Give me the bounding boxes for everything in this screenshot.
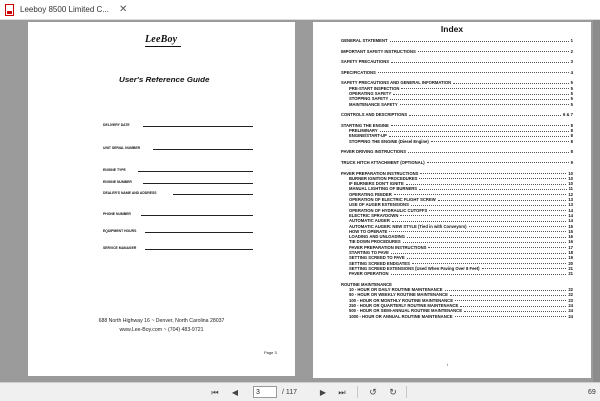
toolbar-divider [406, 386, 407, 398]
toc-entry-title: SAFETY PRECAUTIONS [341, 59, 390, 65]
toc-entry-title: PAVER OPERATION [349, 271, 389, 277]
toc-entry[interactable] [341, 128, 573, 133]
form-field [103, 164, 253, 172]
toc-leader-dots [390, 99, 569, 100]
toc-leader-dots [394, 194, 566, 195]
form-field [103, 208, 253, 216]
page-right [313, 22, 591, 378]
toc-entry[interactable] [341, 218, 573, 223]
toc-leader-dots [401, 88, 569, 89]
toc-entry-page: 21 [568, 271, 573, 277]
toc-entry-page: 10 [568, 175, 573, 181]
toc-entry-page: 5 [570, 85, 573, 91]
toc-entry-title: PAVER PREPARATION INSTRUCTIONS [349, 244, 427, 250]
toc-leader-dots [408, 152, 569, 153]
toc-entry-title: STOPPING SAFETY [349, 96, 389, 102]
toc-leader-dots [389, 136, 569, 137]
toc-entry[interactable] [341, 255, 573, 260]
toc-entry-page: 12 [568, 191, 573, 197]
toc-leader-dots [400, 104, 569, 105]
toc-entry-page: 8 [570, 128, 573, 134]
toc-entry-title: SETTING SCREED EXTENSIONS (Used When Paving Over 8 Feet) [349, 265, 480, 271]
toc-entry[interactable] [341, 245, 573, 250]
document-viewer[interactable] [0, 20, 600, 382]
toc-entry-title: ROUTINE MAINTENANCE [341, 281, 392, 287]
form-field-line [141, 215, 253, 216]
address-line: 688 North Highway 16 ~ Denver, North Carolina 28037 [98, 318, 225, 324]
toc-entry-page: 15 [568, 228, 573, 234]
toc-leader-dots [412, 263, 566, 264]
toc-entry[interactable] [341, 139, 573, 144]
zoom-level[interactable]: 69 [588, 389, 596, 396]
title-bar [0, 0, 600, 20]
form-field-label: EQUIPMENT HOURS [103, 229, 137, 233]
toc-entry-title: 500 - HOUR OR SEMI-ANNUAL ROUTINE MAINTENANCE [349, 308, 462, 314]
form-field-label: ENGINE TYPE [103, 168, 126, 172]
toc-entry-page: 15 [568, 223, 573, 229]
toc-entry-page: 5 [570, 96, 573, 102]
toc-leader-dots [427, 162, 569, 163]
toc-leader-dots [420, 173, 566, 174]
toc-entry[interactable] [341, 49, 573, 54]
toc-entry-page: 4 [570, 69, 573, 75]
form-field [103, 119, 253, 127]
toc-leader-dots [403, 242, 566, 243]
toc-entry-page: 11 [568, 186, 573, 192]
toc-entry-title: OPERATION OF ELECTRIC FLIGHT SCREW [349, 197, 436, 202]
toc-entry[interactable] [341, 171, 573, 176]
toc-entry-title: PRE-START INSPECTION [349, 85, 400, 91]
toc-entry-title: BURNER IGNITION PROCEDURES [349, 175, 418, 181]
form-field-label: DELIVERY DATE [103, 123, 130, 127]
toc-entry-title: USE OF AUGER EXTENSIONS [349, 202, 409, 208]
toc-entry-page: 13 [568, 202, 573, 208]
toc-entry-page: 5 [570, 101, 573, 107]
toc-entry[interactable] [341, 96, 573, 101]
toc-entry[interactable] [341, 192, 573, 197]
last-page-icon[interactable]: ⏭ [338, 388, 346, 397]
toc-entry-page: 14 [568, 207, 573, 213]
toc-entry[interactable] [341, 149, 573, 154]
toc-entry-page: 17 [568, 244, 573, 250]
toc-entry-page: 8 [570, 133, 573, 139]
toc-entry-page: 19 [568, 255, 573, 261]
page-left [28, 22, 295, 376]
toc-entry-title: CONTROLS AND DESCRIPTIONS [341, 112, 408, 118]
toc-entry[interactable] [341, 292, 573, 297]
toc-entry-title: 10 - HOUR OR DAILY ROUTINE MAINTENANCE [349, 287, 443, 293]
toc-entry[interactable] [341, 160, 573, 165]
toc-entry-page: 22 [568, 287, 573, 293]
toc-leader-dots [391, 274, 566, 275]
toc-entry-title: MANUAL LIGHTING OF BURNERS [349, 186, 418, 192]
toc-entry-title: OPERATING FEEDER [349, 191, 392, 197]
toc-entry[interactable] [341, 86, 573, 91]
toc-leader-dots [389, 231, 566, 232]
toc-entry-title: IMPORTANT SAFETY INSTRUCTIONS [341, 48, 416, 54]
next-page-icon[interactable]: ▶ [319, 388, 327, 397]
toc-entry-title: IF BURNERS DON'T IGNITE [349, 181, 404, 187]
toc-leader-dots [428, 247, 566, 248]
form-field-line [143, 126, 253, 127]
toc-entry-title: PAVER PREPARATION INSTRUCTIONS [341, 170, 419, 176]
toc-entry[interactable] [341, 80, 573, 85]
first-page-icon[interactable]: ⏮ [211, 388, 219, 397]
toc-entry-page: 5 [570, 91, 573, 96]
toc-entry-page: 22 [568, 292, 573, 298]
toc-entry-title: ENGINE/START-UP [349, 133, 387, 139]
toc-entry-page: 24 [568, 313, 573, 319]
toc-leader-dots [445, 290, 566, 291]
toc-entry-title: SPECIFICATIONS [341, 69, 376, 75]
toc-entry-page: 1 [570, 38, 573, 43]
form-field-line [173, 194, 253, 195]
toc-leader-dots [453, 83, 569, 84]
toc-entry-title: PAVER DRIVING INSTRUCTIONS [341, 149, 406, 155]
rotate-left-icon[interactable]: ↺ [369, 387, 377, 397]
toc-leader-dots [392, 221, 566, 222]
toc-leader-dots [431, 141, 569, 142]
vertical-scrollbar[interactable] [593, 20, 600, 382]
form-field-line [145, 249, 253, 250]
toc-entry-title: STOPPING THE ENGINE (Diesel Engine) [349, 138, 429, 144]
toc-leader-dots [460, 306, 566, 307]
toc-entry-title: GENERAL STATEMENT [341, 38, 388, 43]
form-field-label: ENGINE NUMBER [103, 180, 132, 184]
toolbar-divider [357, 386, 358, 398]
toc-entry[interactable] [341, 298, 573, 303]
toc-leader-dots [450, 295, 566, 296]
toc-entry[interactable] [341, 239, 573, 244]
toc-entry[interactable] [341, 133, 573, 138]
rotate-right-icon[interactable]: ↻ [389, 387, 397, 397]
pdf-document-icon [3, 3, 17, 17]
window-title: Leeboy 8500 Limited C... [20, 5, 109, 14]
toc-entry[interactable] [341, 261, 573, 266]
toc-leader-dots [407, 258, 566, 259]
toc-entry-title: AUTOMATIC AUGER: NEW STYLE (Tied in with Conveyors) [349, 223, 467, 229]
toc-leader-dots [391, 125, 569, 126]
toc-entry[interactable] [341, 38, 573, 43]
toc-entry-title: AUTOMATIC AUGER [349, 218, 390, 224]
index-title: Index [440, 24, 464, 34]
toc-entry[interactable] [341, 266, 573, 271]
toc-leader-dots [409, 115, 561, 116]
toc-entry-title: STARTING THE ENGINE [341, 122, 389, 128]
page-number-label: i [447, 362, 448, 367]
toc-entry[interactable] [341, 234, 573, 239]
toc-entry[interactable] [341, 224, 573, 229]
form-field-line [145, 232, 253, 233]
toc-entry[interactable] [341, 287, 573, 292]
toc-entry-title: TIE DOWN PROCEDURES [349, 239, 401, 245]
toc-leader-dots [406, 184, 566, 185]
form-field-line [138, 171, 253, 172]
toc-leader-dots [469, 226, 566, 227]
toc-leader-dots [429, 210, 566, 211]
toc-entry-title: SAFETY PRECAUTIONS AND GENERAL INFORMATION [341, 80, 452, 86]
form-field-label: DEALER'S NAME AND ADDRESS [103, 191, 157, 195]
toc-entry-title: 50 - HOUR OR WEEKLY ROUTINE MAINTENANCE [349, 292, 448, 298]
leeboy-logo: LeeBoy [145, 34, 178, 45]
toc-leader-dots [455, 316, 566, 317]
toc-entry[interactable] [341, 186, 573, 191]
toc-entry-title: STARTING TO PAVE [349, 250, 389, 255]
toc-leader-dots [455, 300, 566, 301]
toc-entry[interactable] [341, 282, 573, 287]
toc-entry-page: 24 [568, 303, 573, 308]
toc-entry-page: 20 [568, 260, 573, 266]
toc-entry-page: 8 [570, 122, 573, 128]
toc-entry-page: 23 [568, 297, 573, 303]
toc-leader-dots [482, 268, 566, 269]
toc-entry-page: 8 [570, 138, 573, 144]
toc-entry[interactable] [341, 123, 573, 128]
form-field [103, 176, 253, 184]
toc-leader-dots [419, 189, 567, 190]
form-field [103, 142, 253, 150]
form-field-label: UNIT SERIAL NUMBER [103, 146, 141, 150]
toc-entry[interactable] [341, 112, 573, 117]
toc-entry-page: 6 & 7 [562, 112, 573, 118]
toc-entry[interactable] [341, 197, 573, 202]
form-field-line [143, 183, 253, 184]
toc-entry[interactable] [341, 314, 573, 319]
toc-entry-title: HOW TO OPERATE [349, 228, 388, 234]
toc-entry-title: OPERATING SAFETY [349, 91, 392, 96]
toc-entry-title: LOADING AND UNLOADING [349, 234, 405, 240]
toc-entry-page: 5 [570, 80, 573, 86]
toc-entry[interactable] [341, 303, 573, 308]
toc-entry-page: 9 [570, 159, 573, 165]
toc-leader-dots [407, 237, 566, 238]
toc-leader-dots [378, 72, 569, 73]
page-number-input[interactable] [253, 386, 277, 398]
toc-entry-title: SETTING SCREED ENDGATES [349, 260, 410, 266]
form-field [103, 225, 253, 233]
toc-entry-title: MAINTENANCE SAFETY [349, 101, 398, 107]
toc-leader-dots [391, 62, 569, 63]
form-field [103, 242, 253, 250]
previous-page-icon[interactable]: ◀ [231, 388, 239, 397]
page-navigation-toolbar [0, 382, 600, 401]
toc-entry-title: 250 - HOUR OR QUARTERLY ROUTINE MAINTENANCE [349, 303, 459, 308]
toc-entry-title: ELECTRIC SPRAYDOWN [349, 212, 399, 218]
toc-entry[interactable] [341, 213, 573, 218]
toc-entry-title: 100 - HOUR OR MONTHLY ROUTINE MAINTENANCE [349, 297, 453, 303]
toc-leader-dots [391, 253, 566, 254]
toc-entry-page: 21 [568, 265, 573, 271]
logo-underline [145, 46, 181, 47]
toc-entry[interactable] [341, 70, 573, 75]
guide-title: User's Reference Guide [119, 77, 210, 84]
toc-leader-dots [380, 131, 569, 132]
toc-leader-dots [400, 215, 566, 216]
toc-entry[interactable] [341, 308, 573, 313]
form-field-line [153, 149, 253, 150]
toc-entry[interactable] [341, 181, 573, 186]
toc-entry[interactable] [341, 59, 573, 64]
toc-entry[interactable] [341, 208, 573, 213]
toc-entry[interactable] [341, 91, 573, 96]
toc-entry[interactable] [341, 202, 573, 207]
toc-entry-page: 2 [570, 48, 573, 54]
toc-entry-page: 13 [568, 197, 573, 202]
toc-entry-title: SETTING SCREED TO PAVE [349, 255, 405, 261]
toc-entry-page: 10 [568, 181, 573, 187]
toc-entry-title: PRELIMINARY [349, 128, 378, 134]
toc-entry-page: 8 [570, 149, 573, 155]
toc-leader-dots [438, 200, 566, 201]
toc-entry[interactable] [341, 271, 573, 276]
total-pages-label: / 117 [282, 389, 298, 396]
toc-entry-title: TRUCK HITCH ATTACHMENT (OPTIONAL) [341, 159, 425, 165]
toc-entry[interactable] [341, 102, 573, 107]
toc-leader-dots [418, 51, 569, 52]
form-field-label: SERVICE MANAGER [103, 246, 137, 250]
form-field [103, 187, 253, 195]
form-field-label: PHONE NUMBER [103, 212, 131, 216]
toc-entry-title: OPERATION OF HYDRAULIC CUTOFFS [349, 207, 428, 213]
toc-entry-page: 16 [568, 239, 573, 245]
page-number-label: Page 3 [264, 350, 277, 355]
toc-entry-page: 18 [568, 250, 573, 255]
website-phone-line: www.Lee-Boy.com ~ (704) 483-9721 [119, 327, 204, 333]
toc-entry-page: 14 [568, 212, 573, 218]
toc-entry-page: 24 [568, 308, 573, 314]
toc-entry[interactable] [341, 250, 573, 255]
toc-leader-dots [393, 94, 569, 95]
close-tab-icon[interactable]: ✕ [118, 3, 128, 15]
toc-entry[interactable] [341, 176, 573, 181]
toc-entry-page: 14 [568, 218, 573, 224]
toc-leader-dots [411, 205, 566, 206]
toc-entry-page: 10 [568, 170, 573, 176]
toc-leader-dots [464, 311, 566, 312]
toc-leader-dots [390, 41, 569, 42]
toc-entry[interactable] [341, 229, 573, 234]
toc-entry-page: 16 [568, 234, 573, 240]
toc-leader-dots [419, 178, 566, 179]
toc-entry-title: 1000 - HOUR OR ANNUAL ROUTINE MAINTENANCE [349, 313, 453, 319]
toc-entry-page: 3 [570, 59, 573, 65]
